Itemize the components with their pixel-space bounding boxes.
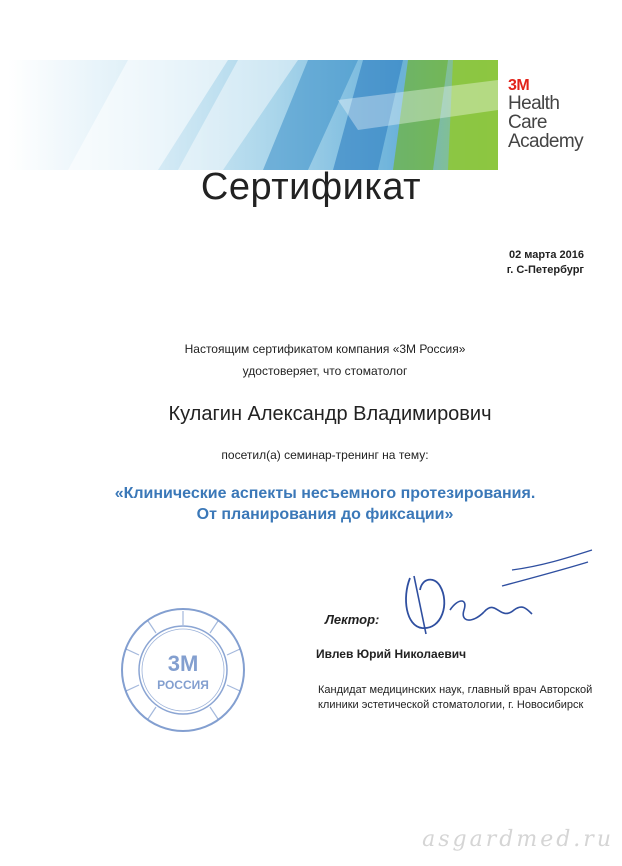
certificate-date: 02 марта 2016	[508, 249, 584, 261]
lector-signature	[392, 548, 602, 638]
certificate-city: г. С-Петербург	[506, 264, 584, 276]
intro-line-1: Настоящим сертификатом компания «3М Россия»	[184, 342, 466, 356]
lector-desc-line-2: клиники эстетической стоматологии, г. Новосибирск	[318, 699, 584, 711]
lector-desc-line-1: Кандидат медицинских наук, главный врач Авторской	[318, 684, 593, 696]
stamp-text-1: 3M	[167, 651, 199, 676]
company-stamp	[118, 605, 248, 735]
logo-brand: 3M	[508, 77, 530, 94]
recipient-name: Кулагин Александр Владимирович	[168, 403, 492, 425]
attended-text: посетил(а) семинар-тренинг на тему:	[221, 448, 429, 462]
lector-name: Ивлев Юрий Николаевич	[316, 647, 467, 661]
lector-label: Лектор:	[325, 612, 380, 627]
3m-logo	[508, 78, 618, 151]
logo-line-1: Health	[508, 93, 560, 114]
topic-line-2: От планирования до фиксации»	[196, 506, 454, 523]
logo-line-2: Care	[508, 112, 547, 133]
intro-line-2: удостоверяет, что стоматолог	[242, 364, 408, 378]
stamp-text-2: РОССИЯ	[157, 678, 209, 692]
date-location	[507, 248, 584, 278]
lector-description	[318, 683, 592, 713]
topic-line-1: «Клинические аспекты несъемного протезирования.	[114, 485, 536, 502]
banner-graphic	[8, 60, 498, 170]
certificate-title: Сертификат	[200, 166, 422, 208]
site-watermark: asgardmed.ru	[422, 827, 614, 852]
logo-line-3: Academy	[508, 131, 584, 152]
